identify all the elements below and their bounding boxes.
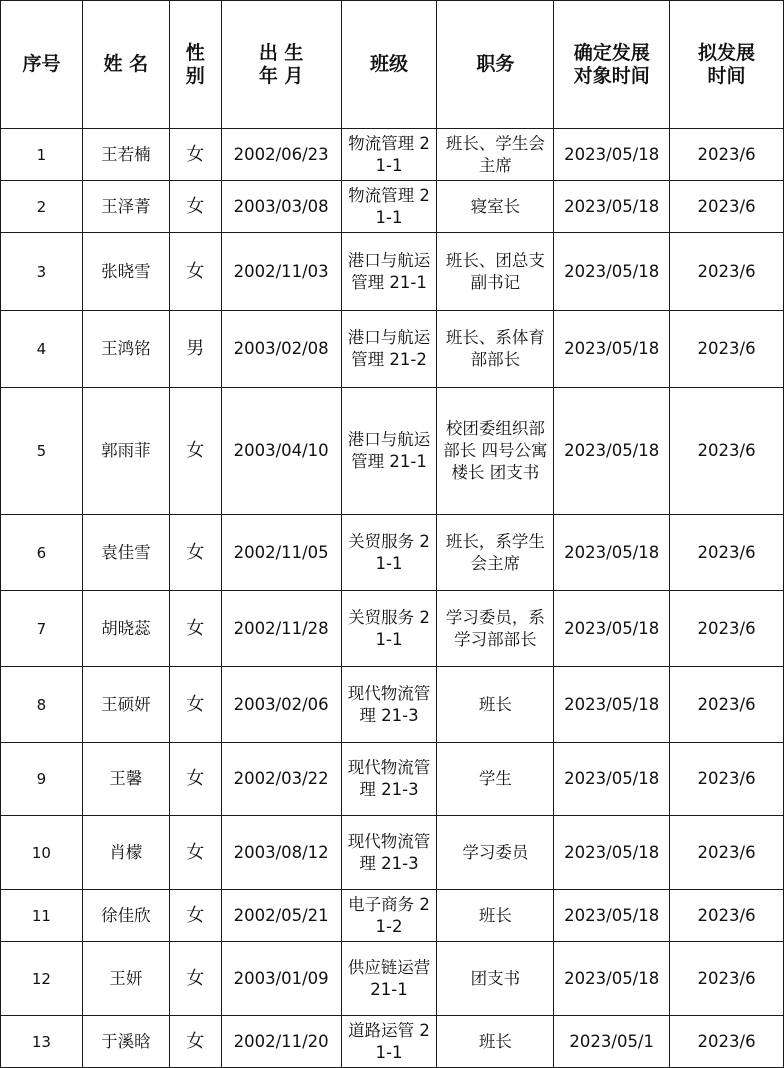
cell-no: 4 — [1, 311, 83, 388]
cell-birth-date: 2002/11/03 — [221, 233, 341, 311]
cell-gender: 女 — [169, 1016, 221, 1068]
header-position: 职务 — [437, 1, 554, 129]
cell-position: 团支书 — [437, 942, 554, 1016]
cell-name: 郭雨菲 — [82, 388, 169, 515]
cell-birth-date: 2003/08/12 — [221, 816, 341, 890]
cell-develop-time: 2023/6 — [670, 388, 784, 515]
cell-develop-time: 2023/6 — [670, 1016, 784, 1068]
cell-name: 王泽菁 — [82, 181, 169, 233]
cell-position: 校团委组织部部长 四号公寓楼长 团支书 — [437, 388, 554, 515]
cell-class: 供应链运营 21-1 — [341, 942, 437, 1016]
cell-birth-date: 2002/05/21 — [221, 890, 341, 942]
cell-gender: 女 — [169, 890, 221, 942]
cell-confirm-time: 2023/05/18 — [554, 667, 670, 743]
cell-birth-date: 2002/03/22 — [221, 743, 341, 816]
cell-position: 班长、系体育部部长 — [437, 311, 554, 388]
cell-develop-time: 2023/6 — [670, 129, 784, 181]
cell-birth-date: 2002/11/20 — [221, 1016, 341, 1068]
cell-no: 5 — [1, 388, 83, 515]
cell-class: 关贸服务 21-1 — [341, 515, 437, 591]
cell-confirm-time: 2023/05/1 — [554, 1016, 670, 1068]
header-confirm-time: 确定发展 对象时间 — [554, 1, 670, 129]
cell-birth-date: 2003/03/08 — [221, 181, 341, 233]
header-class: 班级 — [341, 1, 437, 129]
cell-class: 现代物流管理 21-3 — [341, 816, 437, 890]
cell-gender: 女 — [169, 129, 221, 181]
cell-name: 王若楠 — [82, 129, 169, 181]
cell-develop-time: 2023/6 — [670, 667, 784, 743]
cell-develop-time: 2023/6 — [670, 890, 784, 942]
cell-no: 11 — [1, 890, 83, 942]
cell-class: 现代物流管理 21-3 — [341, 743, 437, 816]
cell-confirm-time: 2023/05/18 — [554, 890, 670, 942]
cell-no: 7 — [1, 591, 83, 667]
cell-position: 班长，系学生会主席 — [437, 515, 554, 591]
cell-birth-date: 2003/01/09 — [221, 942, 341, 1016]
cell-name: 王馨 — [82, 743, 169, 816]
table-row — [1, 816, 784, 890]
cell-name: 徐佳欣 — [82, 890, 169, 942]
cell-confirm-time: 2023/05/18 — [554, 942, 670, 1016]
cell-position: 班长、团总支副书记 — [437, 233, 554, 311]
header-develop-time: 拟发展 时间 — [670, 1, 784, 129]
cell-gender: 女 — [169, 816, 221, 890]
header-row — [1, 1, 784, 129]
cell-name: 王鸿铭 — [82, 311, 169, 388]
cell-no: 2 — [1, 181, 83, 233]
cell-confirm-time: 2023/05/18 — [554, 515, 670, 591]
cell-name: 袁佳雪 — [82, 515, 169, 591]
cell-position: 寝室长 — [437, 181, 554, 233]
cell-gender: 女 — [169, 591, 221, 667]
cell-develop-time: 2023/6 — [670, 743, 784, 816]
cell-name: 肖檬 — [82, 816, 169, 890]
cell-class: 港口与航运管理 21-2 — [341, 311, 437, 388]
cell-gender: 男 — [169, 311, 221, 388]
header-birth: 出 生 年 月 — [221, 1, 341, 129]
cell-class: 港口与航运管理 21-1 — [341, 233, 437, 311]
table-row — [1, 181, 784, 233]
table-row — [1, 129, 784, 181]
cell-position: 学习委员 — [437, 816, 554, 890]
cell-gender: 女 — [169, 942, 221, 1016]
cell-no: 3 — [1, 233, 83, 311]
cell-class: 港口与航运管理 21-1 — [341, 388, 437, 515]
cell-develop-time: 2023/6 — [670, 181, 784, 233]
table-row — [1, 311, 784, 388]
cell-no: 10 — [1, 816, 83, 890]
cell-gender: 女 — [169, 233, 221, 311]
cell-position: 班长 — [437, 890, 554, 942]
cell-no: 8 — [1, 667, 83, 743]
cell-confirm-time: 2023/05/18 — [554, 591, 670, 667]
cell-no: 13 — [1, 1016, 83, 1068]
cell-develop-time: 2023/6 — [670, 816, 784, 890]
cell-class: 关贸服务 21-1 — [341, 591, 437, 667]
cell-class: 道路运管 21-1 — [341, 1016, 437, 1068]
cell-position: 班长、学生会主席 — [437, 129, 554, 181]
cell-name: 张晓雪 — [82, 233, 169, 311]
cell-no: 9 — [1, 743, 83, 816]
table-row — [1, 890, 784, 942]
cell-confirm-time: 2023/05/18 — [554, 233, 670, 311]
cell-class: 现代物流管理 21-3 — [341, 667, 437, 743]
cell-develop-time: 2023/6 — [670, 942, 784, 1016]
cell-name: 王硕妍 — [82, 667, 169, 743]
header-gender: 性 别 — [169, 1, 221, 129]
table-row — [1, 515, 784, 591]
cell-develop-time: 2023/6 — [670, 311, 784, 388]
table-row — [1, 388, 784, 515]
cell-develop-time: 2023/6 — [670, 515, 784, 591]
cell-position: 班长 — [437, 1016, 554, 1068]
cell-position: 学习委员，系学习部部长 — [437, 591, 554, 667]
cell-confirm-time: 2023/05/18 — [554, 743, 670, 816]
cell-gender: 女 — [169, 667, 221, 743]
cell-no: 1 — [1, 129, 83, 181]
cell-gender: 女 — [169, 515, 221, 591]
cell-gender: 女 — [169, 743, 221, 816]
cell-name: 王妍 — [82, 942, 169, 1016]
cell-develop-time: 2023/6 — [670, 591, 784, 667]
cell-birth-date: 2003/02/08 — [221, 311, 341, 388]
table-row — [1, 591, 784, 667]
cell-no: 12 — [1, 942, 83, 1016]
cell-confirm-time: 2023/05/18 — [554, 388, 670, 515]
table-row — [1, 1016, 784, 1068]
cell-class: 物流管理 21-1 — [341, 181, 437, 233]
cell-birth-date: 2003/02/06 — [221, 667, 341, 743]
cell-birth-date: 2002/11/28 — [221, 591, 341, 667]
cell-confirm-time: 2023/05/18 — [554, 311, 670, 388]
table-row — [1, 743, 784, 816]
header-name: 姓 名 — [82, 1, 169, 129]
cell-no: 6 — [1, 515, 83, 591]
cell-position: 学生 — [437, 743, 554, 816]
cell-gender: 女 — [169, 388, 221, 515]
cell-birth-date: 2002/06/23 — [221, 129, 341, 181]
cell-name: 胡晓蕊 — [82, 591, 169, 667]
cell-confirm-time: 2023/05/18 — [554, 181, 670, 233]
cell-class: 物流管理 21-1 — [341, 129, 437, 181]
table-body — [1, 129, 784, 1068]
header-no: 序号 — [1, 1, 83, 129]
cell-name: 于溪晗 — [82, 1016, 169, 1068]
cell-birth-date: 2002/11/05 — [221, 515, 341, 591]
cell-confirm-time: 2023/05/18 — [554, 816, 670, 890]
cell-birth-date: 2003/04/10 — [221, 388, 341, 515]
cell-develop-time: 2023/6 — [670, 233, 784, 311]
cell-position: 班长 — [437, 667, 554, 743]
cell-gender: 女 — [169, 181, 221, 233]
table-row — [1, 233, 784, 311]
cell-confirm-time: 2023/05/18 — [554, 129, 670, 181]
cell-class: 电子商务 21-2 — [341, 890, 437, 942]
table-row — [1, 942, 784, 1016]
table-row — [1, 667, 784, 743]
